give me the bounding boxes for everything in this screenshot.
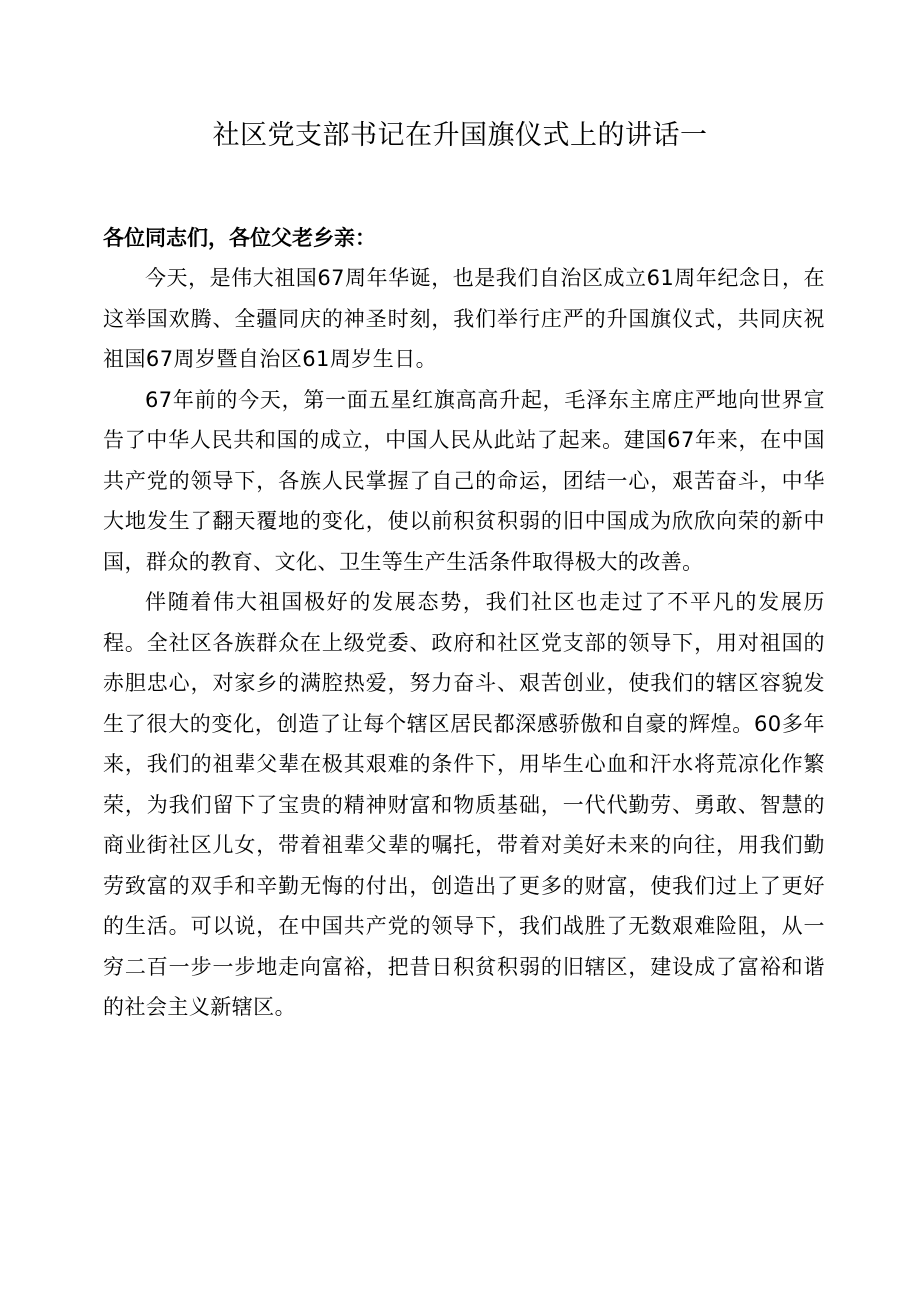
paragraph-2: 67年前的今天，第一面五星红旗高高升起，毛泽东主席庄严地向世界宣告了中华人民共和国的成立，中国人民从此站了起来。建国67年来，在中国共产党的领导下，各族人民掌握了自己的命运，团结一心，艰苦奋斗，中华大地发生了翻天覆地的变化，使以前积贫积弱的旧中国成为欣欣向荣的新中国，群众的教育、文化、卫生等生产生活条件取得极大的改善。 xyxy=(103,387,825,574)
speech-body xyxy=(103,258,825,1028)
paragraph-3: 伴随着伟大祖国极好的发展态势，我们社区也走过了不平凡的发展历程。全社区各族群众在上级党委、政府和社区党支部的领导下，用对祖国的赤胆忠心，对家乡的满腔热爱，努力奋斗、艰苦创业，使我们的辖区容貌发生了很大的变化，创造了让每个辖区居民都深感骄傲和自豪的辉煌。60多年来，我们的祖辈父辈在极其艰难的条件下，用毕生心血和汗水将荒凉化作繁荣，为我们留下了宝贵的精神财富和物质基础，一代代勤劳、勇敢、智慧的商业街社区儿女，带着祖辈父辈的嘱托，带着对美好未来的向往，用我们勤劳致富的双手和辛勤无悔的付出，创造出了更多的财富，使我们过上了更好的生活。可以说，在中国共产党的领导下，我们战胜了无数艰难险阻，从一穷二百一步一步地走向富裕，把昔日积贫积弱的旧辖区，建设成了富裕和谐的社会主义新辖区。 xyxy=(103,590,825,1019)
paragraph-1: 今天，是伟大祖国67周年华诞，也是我们自治区成立61周年纪念日，在这举国欢腾、全疆同庆的神圣时刻，我们举行庄严的升国旗仪式，共同庆祝祖国67周岁暨自治区61周岁生日。 xyxy=(103,266,825,371)
document-title: 社区党支部书记在升国旗仪式上的讲话一 xyxy=(212,120,708,151)
salutation: 各位同志们，各位父老乡亲： xyxy=(103,226,376,250)
